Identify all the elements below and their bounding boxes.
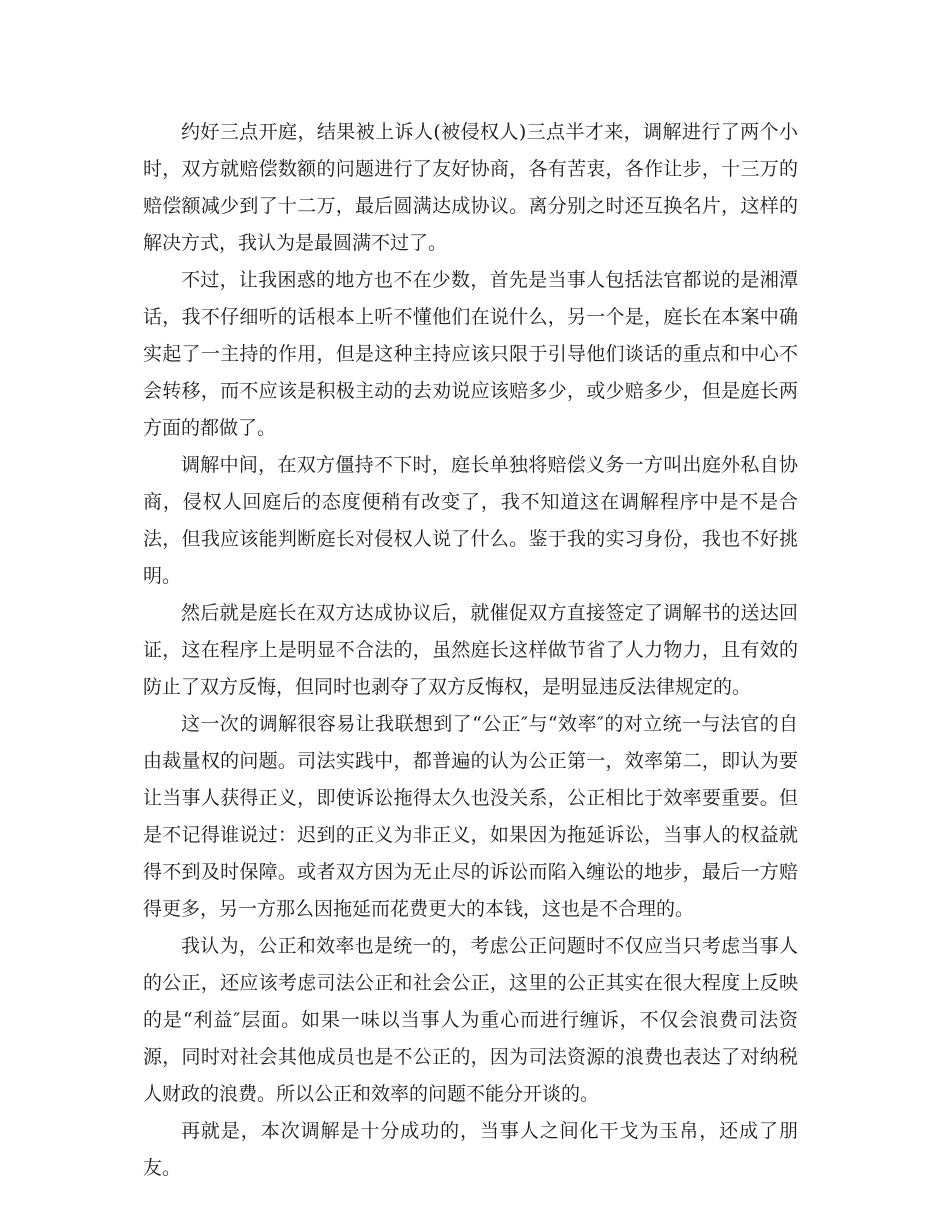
paragraph-7: 再就是，本次调解是十分成功的，当事人之间化干戈为玉帛，还成了朋友。 (143, 1120, 798, 1179)
paragraph-3: 调解中间，在双方僵持不下时，庭长单独将赔偿义务一方叫出庭外私自协商，侵权人回庭后的态度便稍有改变了，我不知道这在调解程序中是不是合法，但我应该能判断庭长对侵权人说了什么。鉴于我的实习身份，我也不好挑明。 (143, 454, 798, 587)
paragraph-6: 我认为，公正和效率也是统一的，考虑公正问题时不仅应当只考虑当事人的公正，还应该考虑司法公正和社会公正，这里的公正其实在很大程度上反映的是“利益″层面。如果一味以当事人为重心而进行缠诉，不仅会浪费司法资源，同时对社会其他成员也是不公正的，因为司法资源的浪费也表达了对纳税人财政的浪费。所以公正和效率的问题不能分开谈的。 (143, 935, 798, 1105)
paragraph-5: 这一次的调解很容易让我联想到了“公正″与“效率″的对立统一与法官的自由裁量权的问题。司法实践中，都普遍的认为公正第一，效率第二，即认为要让当事人获得正义，即使诉讼拖得太久也没关系，公正相比于效率要重要。但是不记得谁说过：迟到的正义为非正义，如果因为拖延诉讼，当事人的权益就得不到及时保障。或者双方因为无止尽的诉讼而陷入缠讼的地步，最后一方赔得更多，另一方那么因拖延而花费更大的本钱，这也是不合理的。 (143, 713, 798, 920)
paragraph-2: 不过，让我困惑的地方也不在少数，首先是当事人包括法官都说的是湘潭话，我不仔细听的话根本上听不懂他们在说什么，另一个是，庭长在本案中确实起了一主持的作用，但是这种主持应该只限于引导他们谈话的重点和中心不会转移，而不应该是积极主动的去劝说应该赔多少，或少赔多少，但是庭长两方面的都做了。 (143, 269, 798, 439)
paragraph-4: 然后就是庭长在双方达成协议后，就催促双方直接签定了调解书的送达回证，这在程序上是明显不合法的，虽然庭长这样做节省了人力物力，且有效的防止了双方反悔，但同时也剥夺了双方反悔权，是明显违反法律规定的。 (143, 602, 798, 698)
paragraph-1: 约好三点开庭，结果被上诉人(被侵权人)三点半才来，调解进行了两个小时，双方就赔偿数额的问题进行了友好协商，各有苦衷，各作让步，十三万的赔偿额减少到了十二万，最后圆满达成协议。离分别之时还互换名片，这样的解决方式，我认为是最圆满不过了。 (143, 121, 798, 254)
document-body (143, 114, 798, 1187)
